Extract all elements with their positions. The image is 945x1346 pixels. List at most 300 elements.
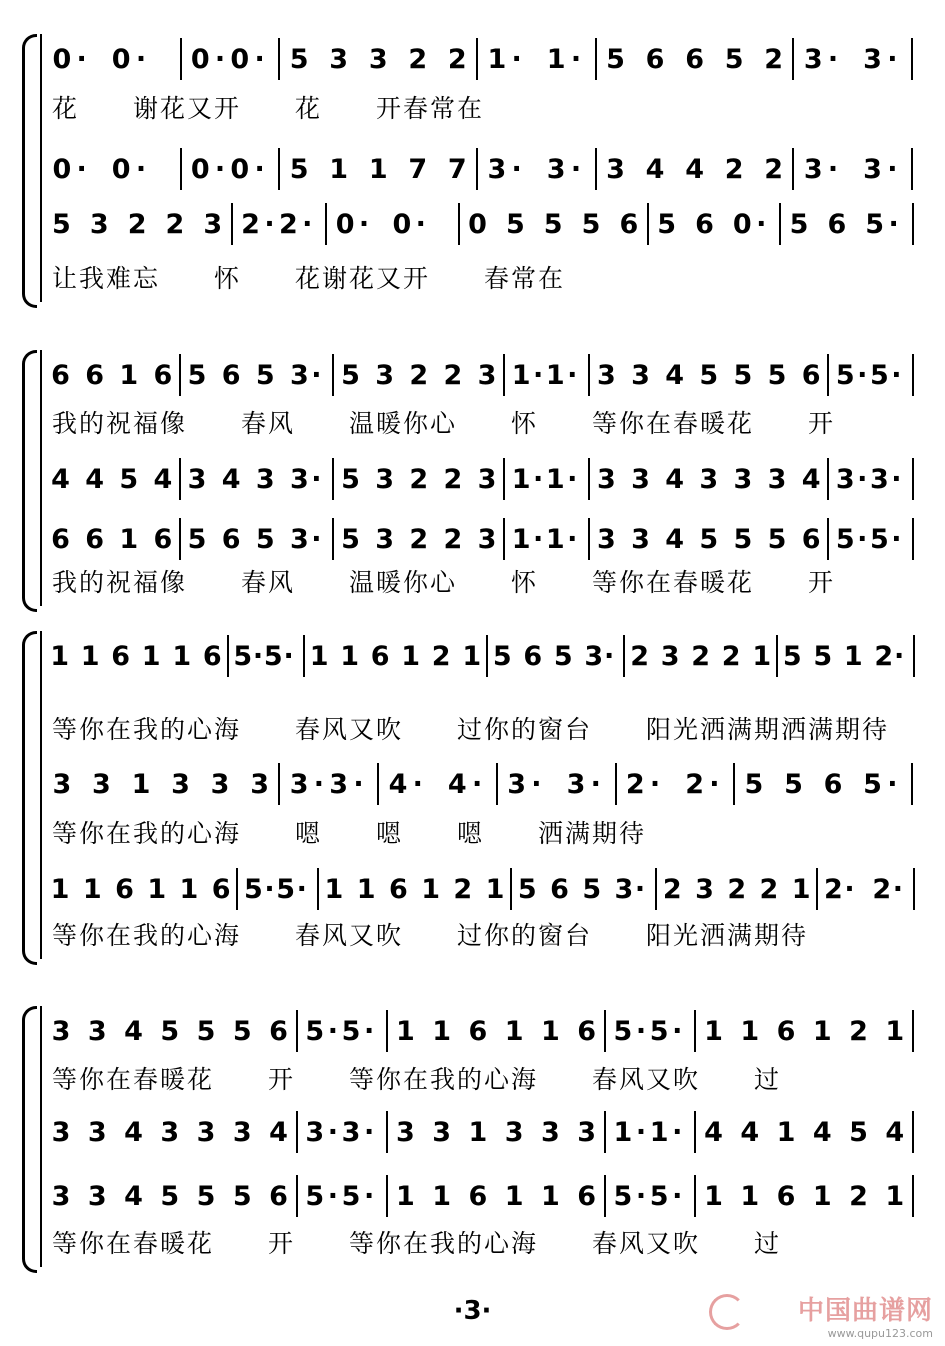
note: 1 (704, 1016, 723, 1047)
note: 2 (409, 360, 429, 391)
note: 6 (221, 524, 241, 555)
note: 6 (523, 641, 543, 672)
watermark-brand: 中国曲谱网 (797, 1296, 933, 1326)
bar-line (476, 148, 478, 190)
lyrics-row (52, 262, 932, 296)
note: · (254, 44, 265, 75)
note: 3 (89, 209, 109, 240)
bar-line (792, 38, 794, 80)
note: · (135, 154, 147, 185)
note-row (52, 356, 932, 396)
note: 3 (305, 1117, 325, 1148)
note-row (52, 1177, 932, 1217)
bar-line (615, 763, 617, 805)
bar-line (588, 518, 590, 560)
note: · (364, 1117, 375, 1148)
note: 1 (545, 464, 565, 495)
bar-line (776, 635, 778, 677)
note: 5 (649, 1181, 669, 1212)
note: 1 (179, 874, 199, 905)
note: 5 (305, 1181, 325, 1212)
note: 0 (111, 44, 131, 75)
note: 5 (341, 1181, 361, 1212)
note: 3 (477, 524, 497, 555)
note: · (214, 44, 226, 75)
lyric-word: 温暖你心 (349, 409, 458, 438)
note-row (52, 1012, 932, 1052)
note: 2 (759, 874, 779, 905)
note: 6 (801, 360, 821, 391)
note: 5 (263, 641, 283, 672)
note: 4 (812, 1117, 832, 1148)
note: 2 (408, 44, 428, 75)
bar-line (503, 354, 505, 396)
bar-line (779, 203, 781, 245)
bar-line (912, 354, 914, 396)
note: · (892, 874, 903, 905)
note: 3 (695, 874, 714, 905)
bar-line (911, 148, 913, 190)
note: 1 (172, 641, 192, 672)
watermark-url: www.qupu123.com (827, 1327, 933, 1340)
bar-line (296, 1175, 298, 1217)
note: · (672, 1117, 683, 1148)
system-brace (22, 1006, 37, 1273)
note: 6 (51, 524, 70, 555)
note: 5 (733, 524, 753, 555)
bar-line (386, 1175, 388, 1217)
note: · (511, 44, 522, 75)
note: 1 (812, 1016, 832, 1047)
bar-line (647, 203, 649, 245)
lyrics-row (52, 713, 932, 747)
note: 4 (221, 464, 241, 495)
note: 6 (153, 360, 173, 391)
note: 5 (835, 524, 855, 555)
note: 6 (468, 1181, 488, 1212)
note: · (756, 209, 767, 240)
lyric-word: 春风又吹 (295, 921, 404, 950)
note: 1 (340, 641, 360, 672)
note: 1 (119, 360, 139, 391)
system-bar (40, 1006, 42, 1267)
note: 0 (732, 209, 752, 240)
note: 5 (341, 524, 360, 555)
lyric-word: 开 (808, 568, 836, 597)
note: · (252, 641, 264, 672)
lyric-word: 等你在我的心海 (52, 715, 242, 744)
note: 1 (309, 641, 329, 672)
note: 6 (550, 874, 569, 905)
note: 5 (232, 1016, 252, 1047)
note: 1 (356, 874, 376, 905)
note: · (412, 769, 423, 800)
note: 3 (597, 464, 616, 495)
note: 1 (468, 1117, 488, 1148)
note: 6 (776, 1016, 796, 1047)
note: · (302, 209, 313, 240)
note: 5 (865, 209, 885, 240)
lyric-word: 春风 (241, 568, 296, 597)
lyric-word: 等你在我的心海 (52, 819, 242, 848)
note: 1 (885, 1016, 905, 1047)
bar-line (694, 1111, 696, 1153)
note: 2 (630, 641, 650, 672)
bar-line (458, 203, 460, 245)
note: 1 (704, 1181, 723, 1212)
note: 3 (255, 464, 275, 495)
bar-line (733, 763, 735, 805)
note: 4 (124, 1117, 143, 1148)
note: 3 (606, 154, 625, 185)
note: · (283, 641, 294, 672)
note: 6 (269, 1016, 288, 1047)
note: · (364, 1016, 375, 1047)
bar-line (913, 635, 915, 677)
bar-line (604, 1010, 606, 1052)
bar-line (386, 1010, 388, 1052)
system-bar (40, 34, 42, 302)
lyric-word: 等你在春暖花 (592, 409, 755, 438)
note: 3 (477, 464, 497, 495)
note-row (52, 460, 932, 500)
note: 2 (625, 769, 645, 800)
note: 1 (141, 641, 161, 672)
lyric-word: 开春常在 (376, 94, 485, 123)
note: 5 (187, 360, 207, 391)
note: 3 (187, 464, 207, 495)
note: 6 (619, 209, 639, 240)
lyric-word: 等你在春暖花 (52, 1065, 215, 1094)
note: 6 (202, 641, 222, 672)
note: 2 (874, 641, 894, 672)
note: 2 (721, 641, 741, 672)
bar-line (655, 868, 657, 910)
note: 1 (487, 44, 507, 75)
note: 0 (52, 44, 72, 75)
note: 3 (507, 769, 527, 800)
lyrics-row (52, 566, 932, 600)
bar-line (317, 868, 319, 910)
bar-line (386, 1111, 388, 1153)
note: 3 (541, 1117, 560, 1148)
system-brace (22, 631, 37, 965)
note: 3 (289, 524, 309, 555)
note: · (567, 464, 578, 495)
note: 1 (504, 1181, 524, 1212)
note: · (296, 874, 307, 905)
note: 3 (733, 464, 753, 495)
note: 5 (341, 1016, 361, 1047)
bar-line (912, 1111, 914, 1153)
lyric-word: 等你在我的心海 (52, 921, 242, 950)
note: 5 (869, 524, 889, 555)
note: 5 (517, 874, 537, 905)
note: 5 (233, 641, 253, 672)
note: 0 (468, 209, 487, 240)
note: 6 (85, 524, 105, 555)
bar-line (912, 458, 914, 500)
note: 1 (147, 874, 167, 905)
note: 2 (431, 641, 451, 672)
note: · (511, 154, 522, 185)
note: 3 (767, 464, 787, 495)
note: · (570, 44, 582, 75)
note: · (887, 769, 898, 800)
watermark (798, 1290, 933, 1340)
note: 5 (305, 1016, 325, 1047)
note: 1 (541, 1181, 560, 1212)
note: 5 (119, 464, 139, 495)
note: 5 (613, 1016, 633, 1047)
lyric-word: 阳光洒满期待 (646, 921, 809, 950)
note: 5 (744, 769, 764, 800)
note: 1 (421, 874, 441, 905)
bar-line (588, 458, 590, 500)
note: · (264, 874, 275, 905)
note: 3 (160, 1117, 180, 1148)
note: · (635, 1117, 647, 1148)
lyrics-row (52, 407, 932, 441)
note: · (327, 1117, 339, 1148)
note: 3 (375, 524, 395, 555)
note: 3 (504, 1117, 524, 1148)
note: 6 (51, 360, 70, 391)
note: 1 (396, 1181, 415, 1212)
lyric-word: 开 (268, 1229, 296, 1258)
note: 0 (335, 209, 355, 240)
note: 5 (784, 769, 803, 800)
note: 5 (232, 1181, 252, 1212)
note: 3 (631, 524, 650, 555)
note: 4 (685, 154, 705, 185)
note: 2 (727, 874, 747, 905)
note: 1 (485, 874, 505, 905)
lyric-word: 嗯 (295, 819, 323, 848)
note: · (891, 360, 902, 391)
lyric-word: 过 (754, 1229, 782, 1258)
note: 2 (443, 360, 463, 391)
lyric-word: 过你的窗台 (457, 921, 593, 950)
note: 0 (230, 44, 250, 75)
bar-line (278, 763, 280, 805)
note: · (891, 524, 902, 555)
note: 2 (662, 874, 682, 905)
note: 5 (196, 1016, 216, 1047)
note-row (52, 40, 932, 80)
note: · (264, 209, 275, 240)
system-brace (22, 350, 37, 612)
bar-line (303, 635, 305, 677)
note: 6 (85, 360, 105, 391)
note: · (327, 1016, 339, 1047)
note: · (531, 769, 542, 800)
note: 4 (124, 1181, 143, 1212)
note: 2 (764, 154, 784, 185)
note: 5 (849, 1117, 868, 1148)
note-row (52, 765, 932, 805)
note: 3 (577, 1117, 597, 1148)
note: 3 (546, 154, 566, 185)
note: 5 (835, 360, 855, 391)
note: 5 (699, 360, 719, 391)
lyric-word: 过 (754, 1065, 782, 1094)
bar-line (816, 868, 818, 910)
bar-line (476, 38, 478, 80)
note: · (603, 641, 615, 672)
lyric-word: 春风又吹 (592, 1065, 701, 1094)
note: · (672, 1016, 683, 1047)
note: 5 (649, 1016, 669, 1047)
note: · (857, 464, 868, 495)
note: 1 (546, 44, 566, 75)
note: · (672, 1181, 683, 1212)
note: 3 (477, 360, 497, 391)
note: 1 (504, 1016, 524, 1047)
note: 3 (210, 769, 230, 800)
note: · (313, 769, 325, 800)
note: 1 (613, 1117, 633, 1148)
note: 4 (124, 1016, 143, 1047)
note: 5 (505, 209, 525, 240)
note: 1 (82, 874, 102, 905)
note: 4 (85, 464, 105, 495)
note: 1 (776, 1117, 796, 1148)
note: 5 (341, 360, 360, 391)
note: 3 (396, 1117, 415, 1148)
note: 3 (87, 1016, 107, 1047)
note: 3 (51, 1117, 71, 1148)
note: 3 (329, 769, 349, 800)
bar-line (623, 635, 625, 677)
note: 6 (577, 1181, 597, 1212)
note: 3 (329, 44, 349, 75)
bar-line (231, 203, 233, 245)
bar-line (296, 1010, 298, 1052)
note: · (634, 874, 646, 905)
lyric-word: 我的祝福像 (52, 409, 188, 438)
note: 4 (645, 154, 665, 185)
note: 1 (396, 1016, 415, 1047)
note: · (635, 1181, 647, 1212)
note: 4 (447, 769, 467, 800)
note: 3 (196, 1117, 216, 1148)
note: · (635, 1016, 647, 1047)
note: 7 (408, 154, 428, 185)
note: 1 (740, 1016, 760, 1047)
note: 1 (432, 1181, 452, 1212)
note: 3 (232, 1117, 252, 1148)
note: · (76, 44, 87, 75)
note: 3 (289, 464, 309, 495)
bar-line (912, 203, 914, 245)
note: 3 (699, 464, 719, 495)
bar-line (180, 38, 182, 80)
note: 5 (767, 360, 787, 391)
bar-line (296, 1111, 298, 1153)
note: 5 (699, 524, 719, 555)
note: 2 (823, 874, 843, 905)
note: 3 (87, 1117, 107, 1148)
page-number: ·3· (453, 1296, 492, 1326)
lyric-word: 花 (52, 94, 80, 123)
note: 4 (740, 1117, 760, 1148)
system-brace (22, 34, 37, 308)
note-row (52, 1113, 932, 1153)
note: · (590, 769, 601, 800)
note: · (893, 641, 905, 672)
note: 1 (885, 1181, 905, 1212)
note: 3 (660, 641, 680, 672)
note: 3 (51, 1016, 71, 1047)
note: 0 (392, 209, 412, 240)
note: 6 (221, 360, 241, 391)
lyric-word: 温暖你心 (349, 568, 458, 597)
note: · (891, 464, 902, 495)
note: · (327, 1181, 339, 1212)
bar-line (332, 354, 334, 396)
bar-line (694, 1010, 696, 1052)
note: 6 (388, 874, 408, 905)
note: 5 (813, 641, 833, 672)
note: · (567, 360, 578, 391)
note: 1 (368, 154, 388, 185)
note: · (844, 874, 855, 905)
note: 4 (665, 360, 685, 391)
note: 2 (724, 154, 744, 185)
lyric-word: 春风又吹 (295, 715, 404, 744)
note: · (649, 769, 661, 800)
note: 1 (329, 154, 349, 185)
lyrics-row (52, 92, 932, 126)
note: 1 (50, 874, 70, 905)
note: · (415, 209, 426, 240)
note: 5 (543, 209, 563, 240)
note: 5 (657, 209, 677, 240)
note: 4 (51, 464, 70, 495)
note: · (857, 524, 868, 555)
note: 3 (863, 154, 882, 185)
lyric-word: 等你在春暖花 (52, 1229, 215, 1258)
note: 3 (863, 44, 882, 75)
note: 2 (409, 524, 429, 555)
note: 2 (453, 874, 473, 905)
note: 5 (255, 524, 275, 555)
note: 3 (835, 464, 855, 495)
bar-line (325, 203, 327, 245)
bar-line (180, 148, 182, 190)
note: 3 (566, 769, 586, 800)
note: 3 (597, 524, 616, 555)
note: 5 (553, 641, 573, 672)
note: 5 (52, 209, 71, 240)
bar-line (604, 1111, 606, 1153)
note: 5 (160, 1181, 180, 1212)
note: 3 (375, 360, 395, 391)
note-row (52, 205, 932, 245)
note: 5 (613, 1181, 633, 1212)
note: · (76, 154, 87, 185)
bar-line (503, 518, 505, 560)
note: 6 (776, 1181, 796, 1212)
lyric-word: 开 (808, 409, 836, 438)
note: 3 (487, 154, 507, 185)
note: 3 (87, 1181, 107, 1212)
note-row (52, 520, 932, 560)
note: 1 (80, 641, 100, 672)
note: 3 (52, 769, 72, 800)
note: 5 (276, 874, 296, 905)
